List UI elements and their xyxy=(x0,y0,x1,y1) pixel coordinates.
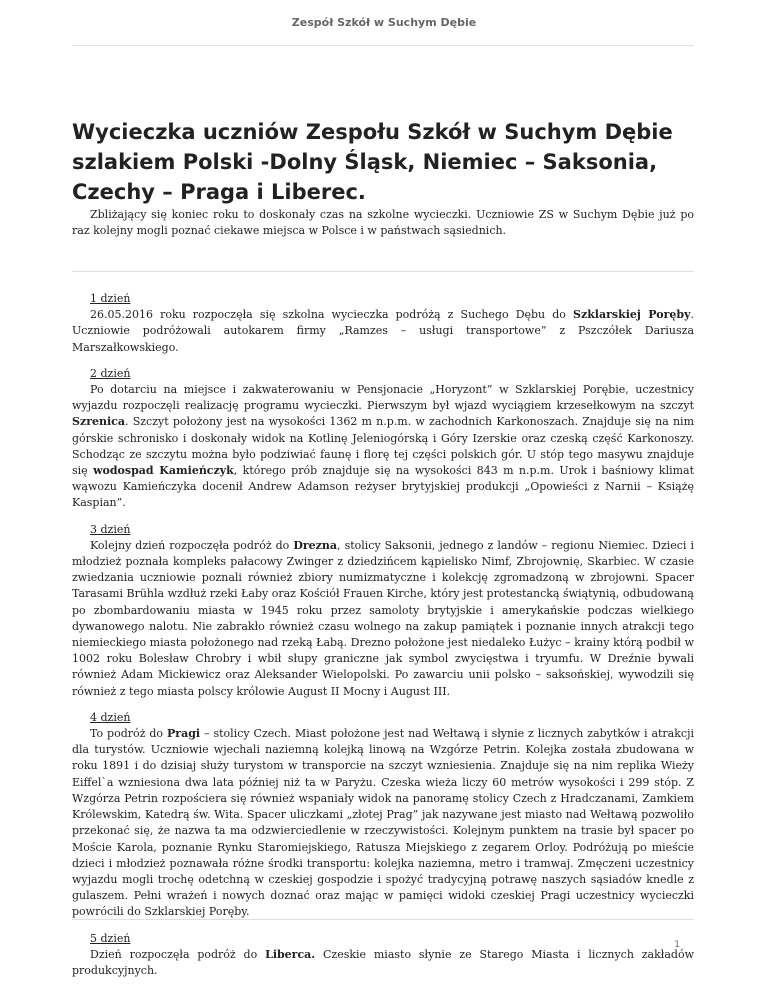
text-segment: , którego prób znajduje się na wysokości 843 m n.p.m. Urok i baśniowy klimat wąwozu Kamieńczyka docenił Andrew Adamson reżyser brytyjskiej produkcji „Opowieści z Narnii – Książę Kaspian”. xyxy=(72,464,695,510)
day-heading: 3 dzień xyxy=(90,522,131,536)
header-divider xyxy=(72,45,694,46)
intro-paragraph: Zbliżający się koniec roku to doskonały czas na szkolne wycieczki. Uczniowie ZS w Suchym Dębie już po raz kolejny mogli poznać ciekawe miejsca w Polsce i w państwach sąsiednich. xyxy=(72,208,694,238)
day-section xyxy=(72,522,694,700)
text-segment: Dzień rozpoczęła podróż do xyxy=(90,947,266,961)
day-heading: 5 dzień xyxy=(90,931,131,945)
day-heading: 4 dzień xyxy=(90,710,131,724)
text-segment: , stolicy Saksonii, jednego z landów – regionu Niemiec. Dzieci i młodzież poznała kompleks pałacowy Zwinger z dziedzińcem kąpielisko Nimf, Zbrojownię, Skarbiec. W czasie zwiedzania uczniowie poznali również zbiory numizmatyczne i kolekcję zgromadzoną w zbrojowni. Spacer Tarasami Brühla wzdłuż rzeki Łaby oraz Kościół Frauen Kirche, który jest protestancką świątynią, odbudowaną po zbombardowaniu miasta w 1945 roku przez samoloty brytyjskie i amerykańskie podczas wielkiego dywanowego nalotu. Nie zabrakło również czasu wolnego na zakup pamiątek i poznanie innych atrakcji tego niemieckiego miasta położonego nad rzeką Łabą. Drezno położone jest niedaleko Łużyc – krainy którą podbił w 1002 roku Bolesław Chrobry i wbił słupy graniczne jak symbol zwycięstwa i tryumfu. W Dreźnie bywali również Adam Mickiewicz oraz Aleksander Wielopolski. Po zawarciu unii polsko – saksońskiej, wywodzili się również z tego miasta polscy królowie August II Mocny i August III. xyxy=(72,538,694,698)
page-header-site-title: Zespół Szkół w Suchym Dębie xyxy=(291,16,477,29)
text-segment: Po dotarciu na miejsce i zakwaterowaniu w Pensjonacie „Horyzont” w Szklarskiej Porębie, uczestnicy wyjazdu rozpoczęli realizację programu wycieczki. Pierwszym był wjazd wyciągiem krzesełkowym na szczyt xyxy=(72,383,694,413)
text-segment: . Szczyt położony jest na wysokości 1362 m n.p.m. w zachodnich Karkonoszach. Znajduje się na nim górskie schronisko i doskonały widok na Kotlinę Jeleniogórską i Góry Izerskie oraz czeską część Karkonoszy. Schodząc ze szczytu można było podziwiać faunę i florę tej części polskich gór. U stóp tego masywu znajduje się xyxy=(72,415,694,478)
page-number: 1 xyxy=(674,940,680,950)
day-paragraph xyxy=(72,947,694,979)
day-section xyxy=(72,710,694,921)
day-paragraph xyxy=(72,382,694,512)
highlighted-place: wodospad Kamieńczyk xyxy=(93,464,234,478)
intro-divider xyxy=(72,271,694,272)
day-section xyxy=(72,931,694,980)
article-intro xyxy=(72,207,694,239)
highlighted-place: Pragi xyxy=(167,727,201,741)
text-segment: Kolejny dzień rozpoczęła podróż do xyxy=(90,538,294,552)
footer-divider xyxy=(72,919,694,920)
day-paragraph xyxy=(72,726,694,920)
day-paragraph xyxy=(72,538,694,700)
day-section xyxy=(72,291,694,356)
highlighted-place: Szklarskiej Poręby xyxy=(573,308,691,322)
highlighted-place: Drezna xyxy=(293,538,338,552)
highlighted-place: Liberca. xyxy=(265,947,316,961)
day-section xyxy=(72,366,694,512)
text-segment: – stolicy Czech. Miast położone jest nad Wełtawą i słynie z licznych zabytków i atrakcji dla turystów. Uczniowie wjechali naziemną kolejką linową na Wzgórze Petrin. Kolejka została zbudowana w roku 1891 i do dzisiaj służy turystom w transporcie na szczyt wzniesienia. Znajduje się na nim replika Wieży Eiffel`a wzniesiona dwa lata później niż ta w Paryżu. Czeska wieża liczy 60 metrów wysokości i 299 stóp. Z Wzgórza Petrin rozpościera się również wspaniały widok na panoramę stolicy Czech z Hradczanami, Zamkiem Królewskim, Katedrą św. Wita. Spacer uliczkami „złotej Prag” jak nazywane jest miasto nad Wełtawą pozwoliło przekonać się, że nazwa ta ma odzwierciedlenie w rzeczywistości. Kolejnym punktem na trasie był spacer po Moście Karola, poznanie Rynku Staromiejskiego, Ratusza Miejskiego z zegarem Orloy. Podróżują po mieście dzieci i młodzież poznawała różne środki transportu: kolejka naziemna, metro i tramwaj. Zmęczeni uczestnicy wyjazdu mogli trochę odetchną w czeskiej gospodzie i spożyć tradycyjną potrawę naszych sąsiadów knedle z gulaszem. Pełni wrażeń i nowych doznać oraz mając w pamięci widoki czeskiej Pragi uczestnicy wycieczki powrócili do Szklarskiej Poręby. xyxy=(72,727,694,919)
day-heading: 2 dzień xyxy=(90,366,131,380)
text-segment: Czeskie miasto słynie ze Starego Miasta i licznych zakładów produkcyjnych. xyxy=(72,947,694,977)
article-title: Wycieczka uczniów Zespołu Szkół w Suchym Dębie szlakiem Polski -Dolny Śląsk, Niemiec – Saksonia, Czechy – Praga i Liberec. xyxy=(72,120,673,204)
text-segment: . Uczniowie podróżowali autokarem firmy „Ramzes – usługi transportowe” z Pszczółek Dariusza Marszałkowskiego. xyxy=(72,308,694,354)
text-segment: To podróż do xyxy=(90,727,168,741)
days-container xyxy=(72,291,694,989)
day-paragraph xyxy=(72,307,694,356)
day-heading: 1 dzień xyxy=(90,292,131,305)
text-segment: 26.05.2016 roku rozpoczęła się szkolna wycieczka podróżą z Suchego Dębu do xyxy=(90,308,573,322)
highlighted-place: Szrenica xyxy=(72,415,125,429)
